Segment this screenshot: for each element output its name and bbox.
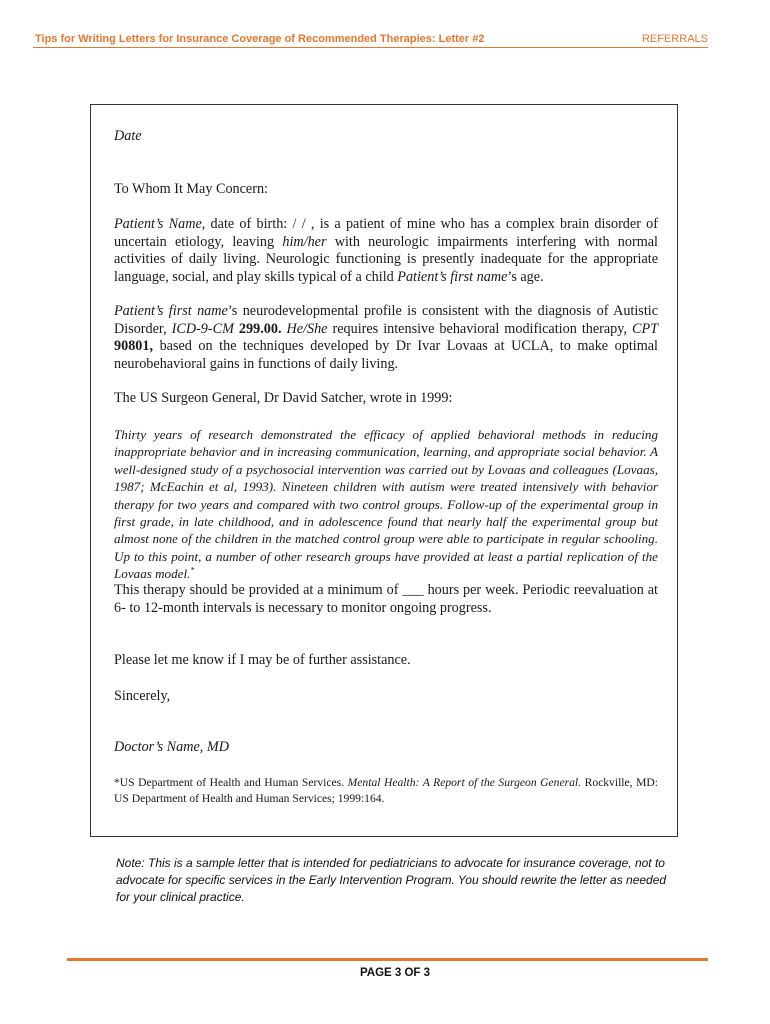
icd-label: ICD-9-CM: [171, 320, 234, 337]
date-placeholder: Date: [114, 128, 142, 144]
letter-paragraph-1: Patient’s Name, date of birth: / / , is a patient of mine who has a complex brain disorder of uncertain etiology, leaving him/her with neurologic impairments interfering with normal activities of daily living. Neurologic functioning is presently inadequate for the appropriate language, social, and play skills typical of a child Patient’s first name’s age.: [114, 216, 658, 285]
letter-paragraph-2: Patient’s first name’s neurodevelopmental profile is consistent with the diagnosis of Autistic Disorder, ICD-9-CM 299.00. He/She requires intensive behavioral modification therapy, CPT 90801, based on the techniques developed by Dr Ivar Lovaas at UCLA, to make optimal neurobehavioral gains in functions of daily living.: [114, 303, 659, 372]
letter-signature: [114, 739, 658, 757]
cpt-label: CPT: [632, 320, 659, 337]
cpt-code: 90801,: [114, 338, 154, 354]
header-divider: [33, 47, 708, 48]
footnote-title: Mental Health: A Report of the Surgeon General.: [347, 776, 582, 789]
header-section: REFERRALS: [641, 33, 708, 45]
surgeon-general-quote: Thirty years of research demonstrated the efficacy of applied behavioral methods in reducing inappropriate behavior and in increasing communication, learning, and appropriate social behavior. A well-designed study of a psychosocial intervention was carried out by Lovaas and colleagues (Lovaas, 1987; McEachin et al, 1993). Nineteen children with autism were treated intensively with behavior therapy for two years and compared with two control groups. Follow-up of the experimental group in first grade, in late childhood, and in adolescence found that nearly half the experimental group but almost none of the children in the matched control group were able to participate in regular schooling. Up to this point, a number of other research groups have provided at least a partial replication of the Lovaas model.*: [114, 427, 658, 582]
doctor-name-placeholder: Doctor’s Name, MD: [114, 739, 229, 755]
letter-closing: Sincerely,: [114, 688, 171, 704]
letter-salutation: [114, 181, 658, 199]
icd-code: 299.00.: [238, 320, 282, 337]
pronoun-placeholder: him/her: [282, 233, 327, 250]
letter-paragraph-5: Please let me know if I may be of further assistance.: [114, 652, 411, 668]
letter-paragraph-3: The US Surgeon General, Dr David Satcher, wrote in 1999:: [114, 390, 453, 406]
first-name-placeholder: Patient’s first name: [397, 268, 508, 285]
header-title: Tips for Writing Letters for Insurance Coverage of Recommended Therapies: Letter #2: [35, 33, 485, 45]
patient-name-placeholder: Patient’s Name: [114, 216, 202, 232]
letter-date: [114, 128, 658, 146]
footer-divider: [67, 958, 708, 961]
footnote-marker: *: [190, 565, 195, 575]
page-number: PAGE 3 OF 3: [359, 967, 431, 979]
letter-paragraph-4: This therapy should be provided at a minimum of ___ hours per week. Periodic reevaluation at 6- to 12-month intervals is necessary to monitor ongoing progress.: [114, 582, 658, 616]
first-name-placeholder: Patient’s first name: [114, 303, 228, 319]
letter-footnote: *US Department of Health and Human Services. Mental Health: A Report of the Surgeon General. Rockville, MD: US Department of Health and Human Services; 1999:164.: [114, 776, 658, 805]
salutation: To Whom It May Concern:: [114, 181, 268, 197]
pronoun-placeholder: He/She: [286, 320, 328, 337]
sample-letter-note: Note: This is a sample letter that is intended for pediatricians to advocate for insurance coverage, not to advocate for specific services in the Early Intervention Program. You should rewrite the letter as needed for your clinical practice.: [116, 856, 667, 904]
